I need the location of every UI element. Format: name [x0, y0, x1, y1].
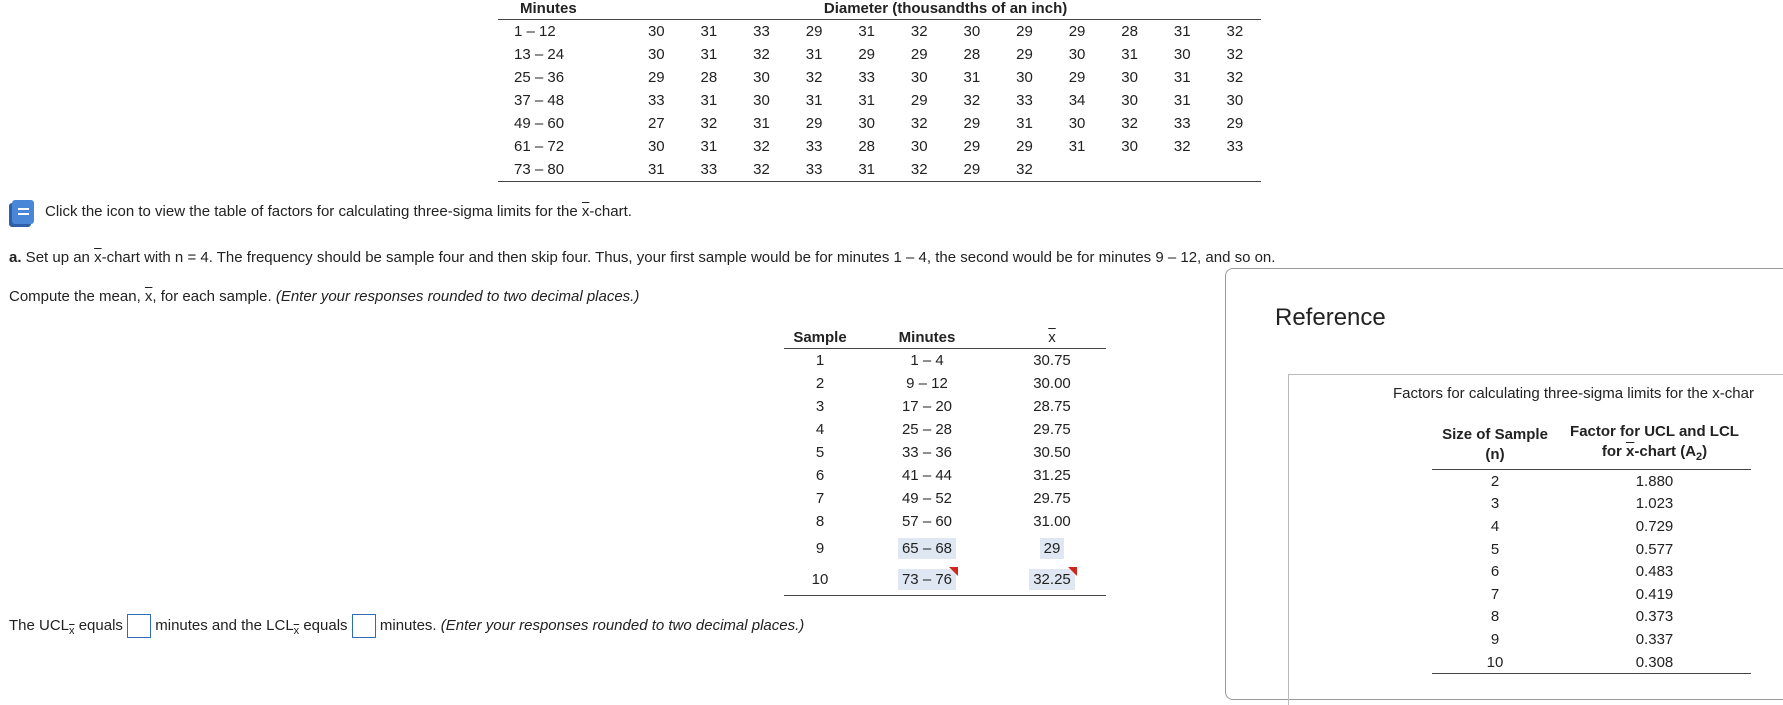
sample-number: 2	[815, 375, 825, 392]
table-row	[784, 395, 1106, 418]
diameter-cell: 31	[700, 138, 718, 155]
diameter-cell: 32	[735, 158, 788, 182]
diameter-cell: 29	[1226, 115, 1244, 132]
diameter-cell: 30	[1121, 92, 1138, 109]
diameter-cell: 32	[893, 158, 946, 182]
diameter-cell: 30	[910, 69, 928, 86]
diameter-cell: 30	[647, 138, 665, 155]
sample-number: 8	[815, 513, 825, 530]
diameter-cell: 30	[858, 115, 876, 132]
diameter-cell: 32	[700, 115, 718, 132]
xbar-symbol: $\overline{x}$	[581, 203, 590, 220]
diameter-cell: 28	[858, 138, 876, 155]
diameter-cell: 30	[1121, 69, 1138, 86]
sample-size: 7	[1490, 585, 1500, 603]
a2-factor: 0.729	[1635, 517, 1674, 535]
sample-size: 5	[1490, 540, 1500, 558]
diameter-cell: 29	[910, 92, 928, 109]
diameter-cell: 33	[1226, 138, 1244, 155]
table-row	[784, 372, 1106, 395]
diameter-cell: 28	[700, 69, 718, 86]
diameter-cell: 31	[1173, 92, 1191, 109]
diameter-cell: 30	[963, 23, 981, 40]
minutes-header: Minutes	[856, 326, 998, 349]
table-row	[1432, 583, 1751, 606]
table-row	[1432, 560, 1751, 583]
sample-mean: 30.50	[1033, 444, 1071, 461]
diameter-cell	[1209, 158, 1262, 182]
sample-mean: 29.75	[1033, 421, 1071, 438]
diameter-cell: 32	[1226, 46, 1244, 63]
diameter-cell: 29	[647, 69, 665, 86]
table-row	[1432, 606, 1751, 629]
sample-minutes: 49 – 52	[901, 490, 953, 507]
diameter-cell	[1156, 158, 1209, 182]
diameter-cell: 31	[1173, 23, 1191, 40]
minutes-range: 13 – 24	[514, 46, 565, 63]
sample-size: 6	[1490, 563, 1500, 581]
factors-table	[1432, 422, 1751, 674]
table-row	[784, 418, 1106, 441]
incorrect-flag-icon	[1068, 567, 1077, 576]
table-row	[784, 464, 1106, 487]
diameter-data-table	[498, 0, 1261, 182]
mean-answer-field[interactable]: 32.25	[1029, 569, 1075, 590]
table-row	[1432, 538, 1751, 561]
sample-size: 2	[1490, 472, 1500, 490]
lcl-input[interactable]	[352, 614, 376, 638]
sample-mean: 30.00	[1033, 375, 1071, 392]
sample-size: 8	[1490, 608, 1500, 626]
minutes-range: 25 – 36	[514, 69, 565, 86]
sample-mean: 28.75	[1033, 398, 1071, 415]
sample-minutes: 41 – 44	[901, 467, 953, 484]
diameter-cell: 30	[753, 69, 770, 86]
diameter-cell: 31	[805, 46, 823, 63]
diameter-cell: 29	[963, 138, 981, 155]
diameter-cell: 31	[840, 158, 893, 182]
sample-mean: 31.25	[1033, 467, 1071, 484]
diameter-cell: 32	[1226, 69, 1244, 86]
a2-factor: 0.337	[1635, 630, 1674, 648]
sample-minutes	[856, 533, 998, 564]
table-row	[784, 349, 1106, 373]
diameter-cell: 30	[1173, 46, 1191, 63]
diameter-cell: 28	[1121, 23, 1138, 40]
diameter-cell: 30	[753, 92, 770, 109]
sample-number: 1	[815, 352, 825, 369]
diameter-cell: 30	[910, 138, 928, 155]
a2-factor: 1.023	[1635, 495, 1674, 513]
sample-size: 3	[1490, 495, 1500, 513]
diameter-cell: 32	[753, 138, 770, 155]
ucl-input[interactable]	[127, 614, 151, 638]
diameter-cell: 32	[963, 92, 981, 109]
table-row	[498, 89, 1261, 112]
a2-factor: 0.419	[1635, 585, 1674, 603]
sample-size: 10	[1432, 651, 1558, 674]
table-row	[784, 510, 1106, 533]
compute-mean-instruction: Compute the mean, $\overline{x}$, for each sample. (Enter your responses rounded to two decimal places.)	[9, 288, 640, 305]
sample-number: 10	[784, 564, 856, 595]
minutes-range: 49 – 60	[514, 115, 565, 132]
sample-header: Sample	[784, 326, 856, 349]
sample-number: 7	[815, 490, 825, 507]
diameter-cell	[1103, 158, 1156, 182]
diameter-cell: 31	[753, 115, 770, 132]
table-row	[1432, 493, 1751, 516]
sample-minutes: 57 – 60	[901, 513, 953, 530]
diameter-cell: 30	[647, 46, 665, 63]
sample-size: 9	[1490, 630, 1500, 648]
sample-size: 4	[1490, 517, 1500, 535]
diameter-cell: 33	[753, 23, 770, 40]
diameter-cell: 29	[858, 46, 876, 63]
factor-link-text: Click the icon to view the table of factors for calculating three-sigma limits for the $\overline{x}$-chart.	[45, 203, 632, 220]
sample-mean: 29.75	[1033, 490, 1071, 507]
factors-caption: Factors for calculating three-sigma limits for the x-char	[1393, 385, 1754, 402]
diameter-cell: 29	[963, 115, 981, 132]
sample-mean	[998, 533, 1106, 564]
diameter-cell: 31	[630, 158, 683, 182]
diameter-header: Diameter (thousandths of an inch)	[630, 0, 1261, 20]
sample-mean: 30.75	[1033, 352, 1071, 369]
minutes-range: 61 – 72	[514, 138, 565, 155]
sample-minutes: 25 – 28	[901, 421, 953, 438]
diameter-cell: 32	[805, 69, 823, 86]
sample-means-table	[784, 326, 1106, 596]
table-row	[784, 564, 1106, 595]
diameter-cell: 31	[963, 69, 981, 86]
diameter-cell: 30	[1016, 69, 1033, 86]
sample-minutes: 17 – 20	[901, 398, 953, 415]
diameter-cell: 30	[1068, 115, 1086, 132]
table-row	[498, 158, 1261, 182]
diameter-cell: 30	[1226, 92, 1244, 109]
diameter-cell: 31	[805, 92, 823, 109]
diameter-cell: 31	[858, 92, 876, 109]
diameter-cell: 33	[647, 92, 665, 109]
diameter-cell: 31	[700, 92, 718, 109]
table-row	[784, 533, 1106, 564]
diameter-cell: 29	[805, 115, 823, 132]
diameter-cell: 33	[1173, 115, 1191, 132]
diameter-cell: 33	[683, 158, 736, 182]
diameter-cell: 31	[858, 23, 876, 40]
a2-factor: 0.483	[1635, 563, 1674, 581]
a2-factor-header: Factor for UCL and LCL for $\overline{x}$-chart $(A_2)$	[1558, 422, 1751, 470]
diameter-cell: 29	[1068, 69, 1086, 86]
diameter-cell: 32	[910, 115, 928, 132]
diameter-cell: 29	[910, 46, 928, 63]
diameter-cell: 28	[963, 46, 981, 63]
diameter-cell: 31	[1173, 69, 1191, 86]
diameter-cell: 33	[858, 69, 876, 86]
diameter-cell: 29	[946, 158, 999, 182]
table-row	[498, 112, 1261, 135]
diameter-cell: 32	[1121, 115, 1138, 132]
table-row	[784, 441, 1106, 464]
table-row	[498, 43, 1261, 66]
a2-factor: 0.577	[1635, 540, 1674, 558]
diameter-cell: 33	[788, 158, 841, 182]
diameter-cell: 31	[1016, 115, 1033, 132]
sample-minutes: 1 – 4	[910, 352, 944, 369]
diameter-cell: 31	[1068, 138, 1086, 155]
mean-answer-field[interactable]: 29	[1040, 538, 1065, 559]
reference-title: Reference	[1275, 304, 1386, 331]
minutes-answer-field[interactable]: 65 – 68	[898, 538, 956, 559]
diameter-cell: 30	[647, 23, 665, 40]
table-row	[498, 66, 1261, 89]
a2-factor: 0.373	[1635, 608, 1674, 626]
diameter-cell: 30	[1068, 46, 1086, 63]
diameter-cell	[1051, 158, 1104, 182]
diameter-cell: 32	[998, 158, 1051, 182]
control-limits-question: The $UCL_{\overline{x}}$ equals minutes and the $LCL_{\overline{x}}$ equals minutes. (Enter your responses rounded to two decimal places.)	[9, 614, 804, 638]
diameter-cell: 32	[910, 23, 928, 40]
incorrect-flag-icon	[949, 567, 958, 576]
table-row	[498, 20, 1261, 44]
minutes-answer-field[interactable]: 73 – 76	[898, 569, 956, 590]
diameter-cell: 29	[1016, 138, 1033, 155]
diameter-cell: 29	[805, 23, 823, 40]
diameter-cell: 29	[1016, 46, 1033, 63]
book-icon[interactable]	[12, 200, 34, 224]
sample-minutes: 33 – 36	[901, 444, 953, 461]
xbar-header: $\overline{x}$	[998, 326, 1106, 349]
diameter-cell: 32	[753, 46, 770, 63]
sample-minutes: 9 – 12	[906, 375, 948, 392]
diameter-cell: 30	[1121, 138, 1138, 155]
diameter-cell: 34	[1068, 92, 1086, 109]
diameter-cell: 32	[1173, 138, 1191, 155]
sample-size-header: Size of Sample (n)	[1432, 422, 1558, 470]
diameter-cell: 31	[700, 23, 718, 40]
sample-number: 5	[815, 444, 825, 461]
sample-number: 6	[815, 467, 825, 484]
table-row	[498, 135, 1261, 158]
diameter-cell: 32	[1226, 23, 1244, 40]
minutes-range: 1 – 12	[514, 23, 556, 40]
a2-factor: 0.308	[1558, 651, 1751, 674]
a2-factor: 1.880	[1635, 472, 1674, 490]
diameter-cell: 31	[700, 46, 718, 63]
minutes-range: 37 – 48	[514, 92, 565, 109]
table-row	[1432, 470, 1751, 493]
diameter-cell: 33	[805, 138, 823, 155]
sample-minutes	[856, 564, 998, 595]
minutes-header: Minutes	[498, 0, 630, 20]
sample-mean: 31.00	[1033, 513, 1071, 530]
diameter-cell: 31	[1121, 46, 1138, 63]
sample-number: 9	[815, 540, 825, 557]
sample-number: 4	[815, 421, 825, 438]
sample-mean	[998, 564, 1106, 595]
table-row	[1432, 515, 1751, 538]
table-row	[1432, 651, 1751, 674]
question-a-text: a. Set up an $\overline{x}$-chart with n = 4. The frequency should be sample four and then skip four. Thus, your first sample would be for minutes 1 – 4, the second would be for minutes 9 – 12, and so on.	[9, 249, 1276, 266]
diameter-cell: 33	[1016, 92, 1033, 109]
minutes-range: 73 – 80	[498, 158, 630, 182]
diameter-cell: 29	[1068, 23, 1086, 40]
diameter-cell: 29	[1016, 23, 1033, 40]
table-row	[1432, 628, 1751, 651]
table-row	[784, 487, 1106, 510]
diameter-cell: 27	[647, 115, 665, 132]
sample-number: 3	[815, 398, 825, 415]
